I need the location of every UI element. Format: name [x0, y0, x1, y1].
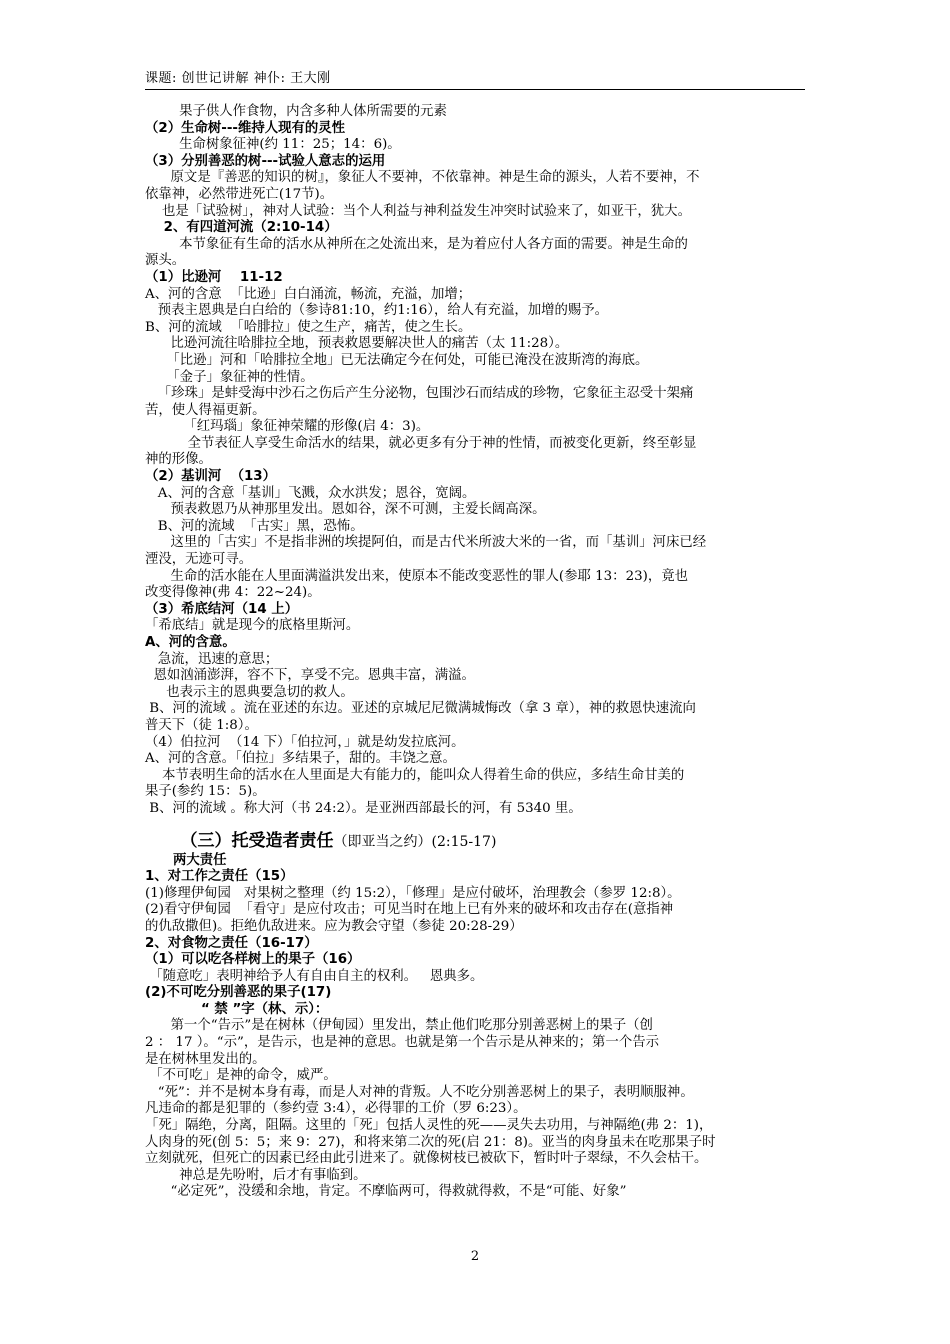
text-line — [145, 1151, 807, 1168]
line-text: 依靠神，必然带进死亡(17节)。 — [145, 186, 334, 202]
text-line — [145, 370, 807, 387]
text-line — [145, 652, 807, 669]
line-text: A、河的含意「基训」飞溅，众水洪发；恩谷，宽阔。 — [145, 485, 476, 501]
line-text: 源头。 — [145, 253, 186, 269]
text-line — [145, 919, 807, 936]
text-line — [145, 535, 807, 552]
text-line — [145, 452, 807, 469]
line-text: 比逊河流往哈腓拉全地，预表救恩要解决世人的痛苦（太 11:28）。 — [145, 336, 569, 352]
line-text: (1)修理伊甸园 对果树之整理（约 15:2），「修理」是应付破坏，治理教会（参罗 12:8）。 — [145, 885, 681, 901]
line-text: （2）基训河 （13） — [145, 469, 277, 485]
line-text: (2)不可吃分别善恶的果子(17) — [145, 985, 332, 1001]
text-line — [145, 886, 807, 903]
line-text: 「随意吃」表明神给予人有自由自主的权利。 恩典多。 — [145, 968, 484, 984]
line-text: 「红玛瑙」象征神荣耀的形像(启 4：3)。 — [145, 419, 430, 435]
line-text: （1）比逊河 11-12 — [145, 269, 283, 285]
line-text: 「希底结」就是现今的底格里斯河。 — [145, 618, 360, 634]
line-text: 「死」隔绝，分离，阻隔。这里的「死」包括人灵性的死——灵失去功用，与神隔绝(弗 2：1)， — [145, 1118, 713, 1134]
outline-heading — [145, 853, 807, 870]
text-line — [145, 237, 807, 254]
text-line — [145, 784, 807, 801]
spacer — [145, 818, 807, 830]
line-text: 的仇敌撒但)。拒绝仇敌进来。应为教会守望（参徒 20:28-29） — [145, 918, 523, 934]
line-text: (2)看守伊甸园 「看守」是应付攻击；可见当时在地上已有外来的破坏和攻击存在(意指神 — [145, 902, 674, 918]
line-text: 原文是『善恶的知识的树』，象征人不要神，不依靠神。神是生命的源头，人若不要神，不 — [145, 170, 700, 186]
page-number: 2 — [470, 1249, 480, 1264]
text-line — [145, 137, 807, 154]
line-text: （3）希底结河（14 上） — [145, 601, 299, 617]
text-line — [145, 486, 807, 503]
line-text: 全节表征人享受生命活水的结果，就必更多有分于神的性情，而被变化更新，终至彰显 — [145, 435, 697, 451]
outline-heading — [145, 952, 807, 969]
line-text: 预表救恩乃从神那里发出。恩如谷，深不可测，主爱长阔高深。 — [145, 502, 546, 518]
line-text: 也表示主的恩典要急切的救人。 — [145, 684, 354, 700]
text-line — [145, 403, 807, 420]
line-text: 湮没，无迹可寻。 — [145, 552, 253, 568]
line-text: （三）托受造者责任 — [145, 830, 334, 851]
line-text: 神的形像。 — [145, 452, 212, 468]
line-text: 「比逊」河和「哈腓拉全地」已无法确定今在何处，可能已淹没在波斯湾的海底。 — [145, 352, 649, 368]
line-text: B、河的流域 「古实」黑，恐怖。 — [145, 518, 364, 534]
line-text: （2）生命树---维持人现有的灵性 — [145, 120, 346, 136]
outline-heading — [145, 602, 807, 619]
text-line — [145, 569, 807, 586]
line-text: 果子(参约 15：5)。 — [145, 784, 266, 800]
text-line — [145, 801, 807, 818]
text-line — [145, 386, 807, 403]
line-text: 生命树象征神(约 11：25；14：6)。 — [145, 137, 401, 153]
line-text: 果子供人作食物，内含多种人体所需要的元素 — [145, 104, 447, 119]
outline-heading — [145, 869, 807, 886]
text-line — [145, 353, 807, 370]
heading-subtext: （即亚当之约）(2:15-17) — [333, 833, 497, 850]
outline-heading — [145, 121, 807, 138]
text-line — [145, 1052, 807, 1069]
line-text: （4）伯拉河 （14 下）「伯拉河，」就是幼发拉底河。 — [145, 734, 465, 750]
text-line — [145, 1135, 807, 1152]
text-line — [145, 552, 807, 569]
line-text: 普天下（徒 1:8）。 — [145, 717, 258, 733]
text-line — [145, 735, 807, 752]
line-text: 「珍珠」是蚌受海中沙石之伤后产生分泌物，包围沙石而结成的珍物，它象征主忍受十架痛 — [145, 386, 694, 402]
line-text: 「不可吃」是神的命令，威严。 — [145, 1068, 337, 1084]
line-text: 神总是先吩咐，后才有事临到。 — [145, 1167, 367, 1183]
text-line — [145, 1085, 807, 1102]
line-text: 生命的活水能在人里面满溢洪发出来，使原本不能改变恶性的罪人(参耶 13：23)，竟也 — [145, 568, 688, 584]
text-line — [145, 1068, 807, 1085]
page-header — [145, 71, 805, 90]
line-text: 苦，使人得福更新。 — [145, 402, 266, 418]
text-line — [145, 204, 807, 221]
line-text: “死”：并不是树本身有毒，而是人对神的背叛。人不吃分别善恶树上的果子，表明顺服神。 — [145, 1084, 694, 1100]
document-body — [145, 104, 807, 1201]
line-text: “必定死”，没缓和余地，肯定。不摩临两可，得救就得救，不是“可能、好象” — [145, 1184, 627, 1200]
text-line — [145, 768, 807, 785]
text-line — [145, 287, 807, 304]
line-text: A、河的含意。「伯拉」多结果子，甜的。丰饶之意。 — [145, 751, 456, 767]
text-line — [145, 104, 807, 121]
text-line — [145, 336, 807, 353]
outline-heading — [145, 936, 807, 953]
section-heading — [145, 830, 807, 853]
line-text: （3）分别善恶的树---试验人意志的运用 — [145, 153, 386, 169]
line-text: 第一个“告示”是在树林（伊甸园）里发出，禁止他们吃那分别善恶树上的果子（创 — [145, 1018, 653, 1034]
line-text: 预表主恩典是白白给的（参诗81:10，约1:16），给人有充溢，加增的赐予。 — [145, 303, 609, 319]
line-text: 2、对食物之责任（16-17） — [145, 935, 318, 951]
text-line — [145, 585, 807, 602]
line-text: 2、有四道河流（2:10-14） — [145, 220, 338, 236]
line-text: 两大责任 — [145, 852, 227, 868]
line-text: 立刻就死，但死亡的因素已经由此引进来了。就像树枝已被砍下，暂时叶子翠绿，不久会枯干。 — [145, 1151, 708, 1167]
line-text: （1）可以吃各样树上的果子（16） — [145, 952, 361, 968]
text-line — [145, 685, 807, 702]
outline-heading — [145, 985, 807, 1002]
line-text: 2 ： 17 ）。“示”，是告示，也是神的意思。也就是第一个告示是从神来的；第一个告示 — [145, 1035, 659, 1051]
text-line — [145, 187, 807, 204]
outline-heading — [145, 220, 807, 237]
line-text: B、河的流域 。称大河（书 24:2）。是亚洲西部最长的河，有 5340 里。 — [145, 800, 582, 816]
line-text: 人肉身的死(创 5：5；来 9：27)，和将来第二次的死(启 21：8)。亚当的肉身虽未在吃那果子时 — [145, 1134, 716, 1150]
outline-heading — [145, 1002, 807, 1019]
line-text: 凡违命的都是犯罪的（参约壹 3:4），必得罪的工价（罗 6:23）。 — [145, 1101, 527, 1117]
line-text: A、河的含意 「比逊」白白涌流，畅流，充溢，加增； — [145, 286, 472, 302]
line-text: 也是「试验树」，神对人试验：当个人利益与神利益发生冲突时试验来了，如亚干，犹大。 — [145, 203, 691, 219]
text-line — [145, 1118, 807, 1135]
text-line — [145, 751, 807, 768]
line-text: 本节表明生命的活水在人里面是大有能力的，能叫众人得着生命的供应，多结生命甘美的 — [145, 767, 685, 783]
text-line — [145, 519, 807, 536]
outline-heading — [145, 270, 807, 287]
line-text: 本节象征有生命的活水从神所在之处流出来，是为着应付人各方面的需要。神是生命的 — [145, 236, 688, 252]
text-line — [145, 718, 807, 735]
line-text: 急流，迅速的意思； — [145, 651, 279, 667]
line-text: 改变得像神(弗 4：22~24)。 — [145, 585, 321, 601]
text-line — [145, 320, 807, 337]
line-text: 这里的「古实」不是指非洲的埃提阿伯，而是古代米所波大米的一省，而「基训」河床已经 — [145, 535, 707, 551]
text-line — [145, 618, 807, 635]
text-line — [145, 1101, 807, 1118]
text-line — [145, 1018, 807, 1035]
text-line — [145, 303, 807, 320]
line-text: B、河的流域 「哈腓拉」使之生产，痛苦，使之生长。 — [145, 319, 472, 335]
line-text: 恩如汹涌澎湃，容不下，享受不完。恩典丰富，满溢。 — [145, 668, 475, 684]
text-line — [145, 1168, 807, 1185]
text-line — [145, 969, 807, 986]
line-text: 是在树林里发出的。 — [145, 1051, 266, 1067]
text-line — [145, 436, 807, 453]
text-line — [145, 668, 807, 685]
text-line — [145, 1035, 807, 1052]
outline-heading — [145, 154, 807, 171]
line-text: 1、对工作之责任（15） — [145, 869, 294, 885]
text-line — [145, 701, 807, 718]
outline-heading — [145, 635, 807, 652]
text-line — [145, 502, 807, 519]
text-line — [145, 1184, 807, 1201]
outline-heading — [145, 469, 807, 486]
line-text: 「金子」象征神的性情。 — [145, 369, 314, 385]
line-text: “ 禁 ”字（林、示）： — [145, 1001, 329, 1017]
text-line — [145, 419, 807, 436]
text-line — [145, 170, 807, 187]
header-text: 课题: 创世记讲解 神仆: 王大刚 — [145, 71, 331, 86]
line-text: B、河的流域 。流在亚述的东边。亚述的京城尼尼微满城悔改（拿 3 章），神的救恩快速流向 — [145, 701, 696, 717]
line-text: A、河的含意。 — [145, 635, 236, 650]
text-line — [145, 902, 807, 919]
text-line — [145, 253, 807, 270]
